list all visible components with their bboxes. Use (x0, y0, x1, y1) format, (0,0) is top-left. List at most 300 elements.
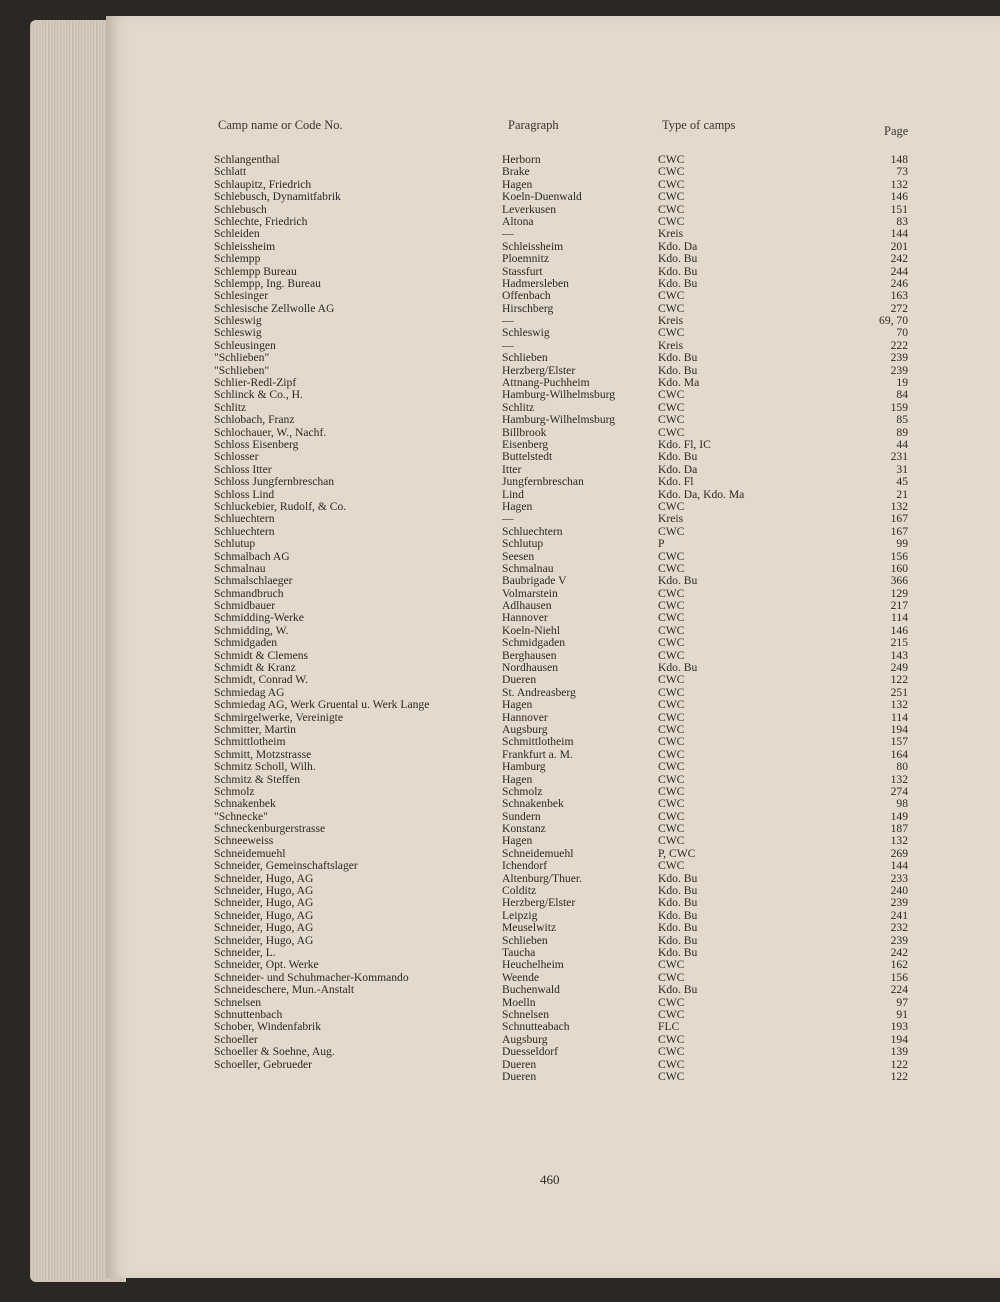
camp-type-cell: CWC (658, 685, 685, 699)
header-type-of-camps: Type of camps (662, 118, 736, 132)
page-ref-cell: 201 (890, 239, 908, 253)
table-row (0, 848, 1000, 860)
camp-type-cell: CWC (658, 710, 685, 724)
paragraph-cell: Ichendorf (502, 859, 548, 873)
table-row (0, 414, 1000, 426)
camp-type-cell: Kdo. Bu (658, 276, 698, 290)
table-row (0, 575, 1000, 587)
paragraph-cell: Augsburg (502, 1032, 548, 1046)
camp-type-cell: CWC (658, 722, 685, 736)
paragraph-cell: Altona (502, 214, 534, 228)
paragraph-cell: Hamburg-Wilhelmsburg (502, 413, 616, 427)
page-ref-cell: 70 (896, 326, 908, 340)
table-row (0, 774, 1000, 786)
page-ref-cell: 244 (890, 264, 908, 278)
camp-type-cell: Kdo. Da, Kdo. Ma (658, 487, 745, 501)
page-ref-cell: 231 (890, 450, 908, 464)
paragraph-cell: Jungfernbreschan (502, 475, 584, 489)
camp-type-cell: P, CWC (658, 846, 696, 860)
page-ref-cell: 156 (890, 970, 908, 984)
table-row (0, 340, 1000, 352)
table-row (0, 662, 1000, 674)
paragraph-cell: Dueren (502, 1069, 537, 1083)
table-row (0, 687, 1000, 699)
paragraph-cell: Moelln (502, 995, 536, 1009)
camp-name-cell: Schneidemuehl (214, 846, 286, 860)
camp-name-cell: "Schlieben" (214, 363, 270, 377)
camp-name-cell: Schlebusch, Dynamitfabrik (214, 190, 341, 204)
camp-type-cell: Kdo. Bu (658, 574, 698, 588)
camp-name-cell: Schmolz (214, 784, 255, 798)
camp-name-cell: Schoeller (214, 1032, 258, 1046)
paragraph-cell: Herzberg/Elster (502, 363, 576, 377)
paragraph-cell: Attnang-Puchheim (502, 376, 590, 390)
camp-type-cell: CWC (658, 784, 685, 798)
table-row (0, 538, 1000, 550)
header-page: Page (884, 124, 909, 138)
camp-name-cell: Schneider, Hugo, AG (214, 896, 314, 910)
page-ref-cell: 156 (890, 549, 908, 563)
paragraph-cell: Schlieben (502, 351, 548, 365)
camp-type-cell: Kdo. Da (658, 462, 698, 476)
camp-name-cell: Schnelsen (214, 995, 262, 1009)
camp-name-cell: Schleusingen (214, 338, 276, 352)
camp-name-cell: Schneider, Opt. Werke (214, 958, 319, 972)
camp-name-cell: Schmidt & Kranz (214, 661, 296, 675)
camp-type-cell: CWC (658, 958, 685, 972)
index-table (0, 154, 1000, 1083)
page-ref-cell: 160 (890, 561, 908, 575)
page-ref-cell: 146 (890, 190, 908, 204)
paragraph-cell: — (502, 512, 514, 526)
paragraph-cell: Volmarstein (502, 586, 558, 600)
table-row (0, 650, 1000, 662)
camp-type-cell: CWC (658, 747, 685, 761)
camp-type-cell: CWC (658, 698, 685, 712)
camp-name-cell: Schlempp (214, 252, 261, 266)
camp-type-cell: Kdo. Fl, IC (658, 437, 711, 451)
camp-type-cell: CWC (658, 735, 685, 749)
camp-type-cell: Kdo. Bu (658, 884, 698, 898)
camp-type-cell: CWC (658, 388, 685, 402)
camp-name-cell: Schlempp Bureau (214, 264, 297, 278)
table-row (0, 476, 1000, 488)
camp-type-cell: Kreis (658, 227, 684, 241)
paragraph-cell: — (502, 227, 514, 241)
table-row (0, 972, 1000, 984)
page-ref-cell: 21 (896, 487, 908, 501)
camp-type-cell: Kdo. Bu (658, 252, 698, 266)
table-row (0, 811, 1000, 823)
page-ref-cell: 249 (890, 661, 908, 675)
camp-name-cell: Schleiden (214, 227, 260, 241)
paragraph-cell: Adlhausen (502, 599, 552, 613)
camp-name-cell: Schneider, L. (214, 946, 276, 959)
paragraph-cell: Schmittlotheim (502, 735, 574, 749)
page-ref-cell: 163 (890, 289, 908, 303)
paragraph-cell: Sundern (502, 809, 541, 823)
camp-type-cell: Kreis (658, 314, 684, 328)
table-row (0, 873, 1000, 885)
camp-type-cell: CWC (658, 561, 685, 575)
camp-type-cell: CWC (658, 549, 685, 563)
camp-type-cell: CWC (658, 165, 685, 179)
table-row (0, 1021, 1000, 1033)
camp-name-cell: Schmittlotheim (214, 735, 286, 749)
paragraph-cell: Herborn (502, 153, 541, 166)
page-number: 460 (540, 1172, 560, 1187)
paragraph-cell: Schmolz (502, 784, 543, 798)
page-ref-cell: 215 (890, 636, 908, 650)
header-paragraph: Paragraph (508, 118, 559, 132)
camp-name-cell: Schlobach, Franz (214, 413, 295, 427)
table-row (0, 266, 1000, 278)
camp-type-cell: CWC (658, 772, 685, 786)
page-ref-cell: 151 (890, 202, 908, 216)
table-row (0, 365, 1000, 377)
camp-name-cell: Schmidt, Conrad W. (214, 673, 309, 687)
paragraph-cell: Nordhausen (502, 661, 559, 675)
table-row (0, 228, 1000, 240)
camp-type-cell: P (658, 537, 665, 551)
camp-type-cell: Kdo. Bu (658, 921, 698, 935)
camp-name-cell: Schlesinger (214, 289, 269, 303)
paragraph-cell: Altenburg/Thuer. (502, 871, 582, 885)
table-row (0, 712, 1000, 724)
camp-type-cell: CWC (658, 797, 685, 811)
table-row (0, 389, 1000, 401)
page-ref-cell: 187 (890, 822, 908, 836)
paragraph-cell: Schlitz (502, 400, 535, 414)
camp-type-cell: CWC (658, 524, 685, 538)
paragraph-cell: Schnutteabach (502, 1020, 570, 1034)
table-row (0, 513, 1000, 525)
paragraph-cell: Dueren (502, 673, 537, 687)
page-ref-cell: 232 (890, 921, 908, 935)
table-row (0, 1034, 1000, 1046)
table-row (0, 736, 1000, 748)
camp-name-cell: Schneeweiss (214, 834, 274, 848)
paragraph-cell: Hagen (502, 772, 533, 786)
camp-type-cell: CWC (658, 1057, 685, 1071)
page-ref-cell: 149 (890, 809, 908, 823)
table-row (0, 1071, 1000, 1083)
camp-name-cell: Schoeller, Gebrueder (214, 1057, 313, 1071)
paragraph-cell: Taucha (502, 946, 536, 959)
paragraph-cell: Lind (502, 487, 524, 501)
camp-name-cell: Schlier-Redl-Zipf (214, 376, 297, 390)
table-row (0, 625, 1000, 637)
header-camp-name: Camp name or Code No. (218, 118, 343, 132)
table-row (0, 241, 1000, 253)
camp-name-cell: Schmandbruch (214, 586, 284, 600)
camp-type-cell: Kdo. Bu (658, 363, 698, 377)
table-row (0, 166, 1000, 178)
camp-type-cell: Kdo. Ma (658, 376, 700, 390)
paragraph-cell: Hannover (502, 611, 548, 625)
camp-type-cell: CWC (658, 834, 685, 848)
page-ref-cell: 194 (890, 1032, 908, 1046)
camp-type-cell: Kdo. Bu (658, 264, 698, 278)
camp-type-cell: Kdo. Bu (658, 946, 698, 959)
paragraph-cell: Hadmersleben (502, 276, 569, 290)
paragraph-cell: Baubrigade V (502, 574, 567, 588)
table-row (0, 377, 1000, 389)
page-ref-cell: 83 (896, 214, 908, 228)
table-row (0, 910, 1000, 922)
table-row (0, 290, 1000, 302)
camp-name-cell: Schneider, Hugo, AG (214, 871, 314, 885)
camp-name-cell: Schloss Lind (214, 487, 275, 501)
camp-type-cell: Kdo. Bu (658, 450, 698, 464)
page-ref-cell: 143 (890, 648, 908, 662)
table-row (0, 204, 1000, 216)
camp-type-cell: Kdo. Da (658, 239, 698, 253)
table-row (0, 835, 1000, 847)
camp-name-cell: Schneideschere, Mun.-Anstalt (214, 983, 355, 997)
table-row (0, 191, 1000, 203)
page-ref-cell: 89 (896, 425, 908, 439)
table-row (0, 278, 1000, 290)
page-ref-cell: 129 (890, 586, 908, 600)
table-row (0, 1059, 1000, 1071)
page-ref-cell: 269 (890, 846, 908, 860)
page-ref-cell: 159 (890, 400, 908, 414)
camp-type-cell: CWC (658, 673, 685, 687)
table-row (0, 749, 1000, 761)
camp-name-cell: "Schlieben" (214, 351, 270, 365)
page-ref-cell: 122 (890, 673, 908, 687)
camp-type-cell: Kdo. Bu (658, 908, 698, 922)
page-ref-cell: 239 (890, 351, 908, 365)
paragraph-cell: Hannover (502, 710, 548, 724)
camp-name-cell: Schneider, Hugo, AG (214, 908, 314, 922)
paragraph-cell: Hirschberg (502, 301, 554, 315)
camp-name-cell: Schlebusch (214, 202, 267, 216)
page-ref-cell: 222 (890, 338, 908, 352)
paragraph-cell: Hamburg-Wilhelmsburg (502, 388, 616, 402)
table-row (0, 724, 1000, 736)
table-row (0, 216, 1000, 228)
camp-name-cell: Schleissheim (214, 239, 276, 253)
camp-name-cell: Schmitz & Steffen (214, 772, 301, 786)
page-ref-cell: 366 (890, 574, 908, 588)
camp-name-cell: Schmidbauer (214, 599, 276, 613)
page-ref-cell: 122 (890, 1069, 908, 1083)
page-ref-cell: 146 (890, 623, 908, 637)
page-ref-cell: 157 (890, 735, 908, 749)
camp-type-cell: CWC (658, 400, 685, 414)
table-row (0, 860, 1000, 872)
camp-type-cell: CWC (658, 809, 685, 823)
table-row (0, 489, 1000, 501)
camp-name-cell: Schmitz Scholl, Wilh. (214, 760, 316, 774)
camp-name-cell: Schloss Itter (214, 462, 272, 476)
camp-type-cell: CWC (658, 760, 685, 774)
page-ref-cell: 85 (896, 413, 908, 427)
camp-name-cell: Schloss Jungfernbreschan (214, 475, 335, 489)
page-ref-cell: 239 (890, 896, 908, 910)
camp-name-cell: Schlitz (214, 400, 247, 414)
page-ref-cell: 114 (891, 611, 908, 625)
camp-type-cell: CWC (658, 623, 685, 637)
camp-name-cell: Schoeller & Soehne, Aug. (214, 1045, 335, 1059)
camp-type-cell: FLC (658, 1020, 680, 1034)
camp-type-cell: CWC (658, 499, 685, 513)
camp-type-cell: Kdo. Bu (658, 661, 698, 675)
camp-name-cell: Schmalbach AG (214, 549, 290, 563)
table-row (0, 154, 1000, 166)
page-ref-cell: 272 (890, 301, 908, 315)
page-ref-cell: 80 (896, 760, 908, 774)
camp-name-cell: Schmitt, Motzstrasse (214, 747, 312, 761)
page-ref-cell: 139 (890, 1045, 908, 1059)
paragraph-cell: Buchenwald (502, 983, 560, 997)
table-row (0, 439, 1000, 451)
table-row (0, 501, 1000, 513)
table-row (0, 699, 1000, 711)
page-ref-cell: 144 (890, 227, 908, 241)
camp-type-cell: CWC (658, 177, 685, 191)
table-row (0, 959, 1000, 971)
page-ref-cell: 224 (890, 983, 908, 997)
camp-name-cell: Schlechte, Friedrich (214, 214, 308, 228)
paragraph-cell: Stassfurt (502, 264, 543, 278)
paragraph-cell: Schluechtern (502, 524, 563, 538)
page-ref-cell: 239 (890, 933, 908, 947)
table-row (0, 786, 1000, 798)
paragraph-cell: — (502, 314, 514, 328)
camp-name-cell: Schlesische Zellwolle AG (214, 301, 335, 315)
camp-type-cell: CWC (658, 301, 685, 315)
page-ref-cell: 132 (890, 834, 908, 848)
camp-name-cell: Schmidding-Werke (214, 611, 304, 625)
paragraph-cell: Ploemnitz (502, 252, 550, 266)
camp-type-cell: Kdo. Bu (658, 896, 698, 910)
page-ref-cell: 246 (890, 276, 908, 290)
camp-name-cell: Schnuttenbach (214, 1007, 283, 1021)
paragraph-cell: Brake (502, 165, 530, 179)
paragraph-cell: Heuchelheim (502, 958, 564, 972)
camp-type-cell: CWC (658, 822, 685, 836)
camp-type-cell: Kdo. Bu (658, 933, 698, 947)
camp-type-cell: CWC (658, 1045, 685, 1059)
camp-type-cell: CWC (658, 636, 685, 650)
camp-name-cell: Schmidding, W. (214, 623, 289, 637)
camp-name-cell: Schneider, Hugo, AG (214, 884, 314, 898)
table-row (0, 823, 1000, 835)
camp-type-cell: Kdo. Fl (658, 475, 694, 489)
camp-type-cell: CWC (658, 1007, 685, 1021)
camp-name-cell: Schneider- und Schuhmacher-Kommando (214, 970, 409, 984)
paragraph-cell: Offenbach (502, 289, 551, 303)
camp-type-cell: CWC (658, 995, 685, 1009)
camp-name-cell: Schmirgelwerke, Vereinigte (214, 710, 343, 724)
camp-name-cell: "Schnecke" (214, 809, 268, 823)
page-ref-cell: 99 (896, 537, 908, 551)
page-ref-cell: 132 (890, 177, 908, 191)
page-ref-cell: 144 (890, 859, 908, 873)
camp-name-cell: Schlatt (214, 165, 247, 179)
camp-name-cell: Schneckenburgerstrasse (214, 822, 326, 836)
camp-type-cell: CWC (658, 190, 685, 204)
table-row (0, 427, 1000, 439)
paragraph-cell: Hagen (502, 177, 533, 191)
page-ref-cell: 45 (896, 475, 908, 489)
camp-name-cell: Schneider, Gemeinschaftslager (214, 859, 358, 873)
page-ref-cell: 162 (890, 958, 908, 972)
page-ref-cell: 233 (890, 871, 908, 885)
page-ref-cell: 122 (890, 1057, 908, 1071)
paragraph-cell: Buttelstedt (502, 450, 553, 464)
table-row (0, 551, 1000, 563)
paragraph-cell: St. Andreasberg (502, 685, 576, 699)
camp-name-cell: Schmiedag AG, Werk Gruental u. Werk Lange (214, 698, 430, 712)
page-ref-cell: 132 (890, 499, 908, 513)
table-row (0, 315, 1000, 327)
paragraph-cell: Schleswig (502, 326, 550, 340)
camp-name-cell: Schmiedag AG (214, 685, 285, 699)
camp-name-cell: Schluechtern (214, 524, 275, 538)
table-row (0, 451, 1000, 463)
paragraph-cell: Seesen (502, 549, 535, 563)
paragraph-cell: Schnakenbek (502, 797, 564, 811)
table-row (0, 798, 1000, 810)
camp-name-cell: Schlochauer, W., Nachf. (214, 425, 327, 439)
table-row (0, 303, 1000, 315)
paragraph-cell: Leverkusen (502, 202, 557, 216)
camp-type-cell: CWC (658, 970, 685, 984)
camp-name-cell: Schluckebier, Rudolf, & Co. (214, 499, 347, 513)
camp-name-cell: Schober, Windenfabrik (214, 1020, 322, 1034)
camp-name-cell: Schmidgaden (214, 636, 278, 650)
paragraph-cell: Schlutup (502, 537, 544, 551)
camp-type-cell: CWC (658, 1032, 685, 1046)
paragraph-cell: Duesseldorf (502, 1045, 559, 1059)
camp-name-cell: Schluechtern (214, 512, 275, 526)
paragraph-cell: Schneidemuehl (502, 846, 574, 860)
page-ref-cell: 132 (890, 698, 908, 712)
paragraph-cell: Meuselwitz (502, 921, 557, 935)
page-ref-cell: 132 (890, 772, 908, 786)
page-ref-cell: 240 (890, 884, 908, 898)
paragraph-cell: Hagen (502, 698, 533, 712)
paragraph-cell: Hagen (502, 834, 533, 848)
table-row (0, 1009, 1000, 1021)
page-ref-cell: 164 (890, 747, 908, 761)
camp-name-cell: Schlangenthal (214, 153, 280, 166)
page-ref-cell: 73 (896, 165, 908, 179)
camp-name-cell: Schneider, Hugo, AG (214, 921, 314, 935)
paragraph-cell: Schnelsen (502, 1007, 550, 1021)
page-ref-cell: 69, 70 (879, 314, 908, 328)
table-row (0, 612, 1000, 624)
paragraph-cell: Koeln-Niehl (502, 623, 560, 637)
table-row (0, 637, 1000, 649)
table-row (0, 897, 1000, 909)
paragraph-cell: Konstanz (502, 822, 546, 836)
page-ref-cell: 241 (890, 908, 908, 922)
camp-type-cell: CWC (658, 202, 685, 216)
camp-name-cell: Schmalschlaeger (214, 574, 293, 588)
page-ref-cell: 44 (896, 437, 908, 451)
camp-type-cell: CWC (658, 425, 685, 439)
camp-type-cell: CWC (658, 586, 685, 600)
camp-name-cell: Schleswig (214, 314, 262, 328)
table-row (0, 947, 1000, 959)
camp-name-cell: Schlinck & Co., H. (214, 388, 303, 402)
camp-name-cell: Schlaupitz, Friedrich (214, 177, 312, 191)
